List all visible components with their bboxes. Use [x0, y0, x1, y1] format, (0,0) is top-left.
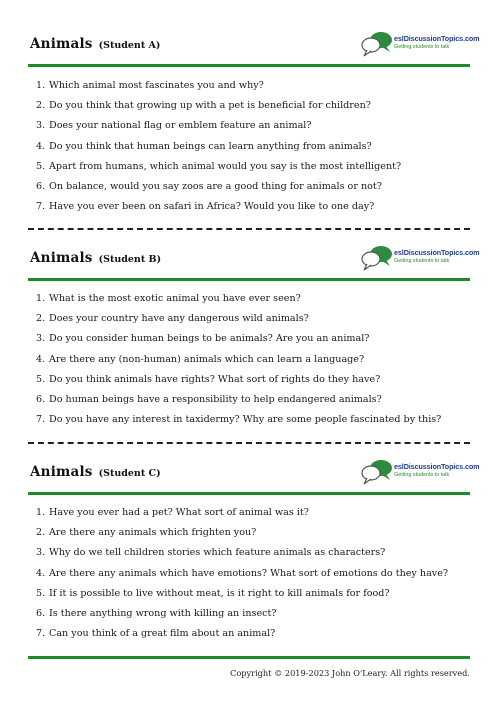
logo-tagline: Getting students to talk: [394, 472, 450, 478]
section-title: [30, 464, 161, 480]
site-logo: [360, 244, 480, 272]
title-text: Animals: [30, 250, 93, 266]
logo-brand-text: eslDiscussionTopics.com: [394, 34, 480, 43]
question-list-a: [36, 76, 466, 217]
list-item: 6. Is there anything wrong with killing an insect?: [36, 607, 277, 619]
section-rule: [28, 492, 470, 495]
section-student-b: [28, 240, 480, 276]
logo-tagline: Getting students to talk: [394, 44, 450, 50]
cut-line: [28, 228, 470, 230]
list-item: 6. On balance, would you say zoos are a good thing for animals or not?: [36, 180, 382, 192]
section-header: [28, 454, 480, 490]
list-item: 5. Do you think animals have rights? What sort of rights do they have?: [36, 373, 381, 385]
question-list-b: [36, 289, 466, 430]
speech-bubbles-icon: [360, 458, 394, 486]
site-logo: [360, 30, 480, 58]
question-list-c: [36, 503, 466, 644]
list-item: 7. Have you ever been on safari in Africa? Would you like to one day?: [36, 201, 375, 213]
footer-rule: [28, 656, 470, 659]
list-item: 6. Do human beings have a responsibility to help endangered animals?: [36, 393, 382, 405]
logo-tagline: Getting students to talk: [394, 258, 450, 264]
section-student-c: [28, 454, 480, 490]
section-student-a: [28, 26, 480, 62]
student-label: (Student C): [98, 468, 161, 479]
title-text: Animals: [30, 464, 93, 480]
list-item: 2. Does your country have any dangerous wild animals?: [36, 313, 309, 325]
list-item: 3. Do you consider human beings to be animals? Are you an animal?: [36, 333, 370, 345]
section-title: [30, 250, 161, 266]
copyright-text: Copyright © 2019-2023 John O'Leary. All rights reserved.: [230, 668, 470, 678]
student-label: (Student A): [98, 40, 161, 51]
list-item: 5. Apart from humans, which animal would you say is the most intelligent?: [36, 160, 402, 172]
list-item: 4. Are there any animals which have emotions? What sort of emotions do they have?: [36, 567, 449, 579]
logo-brand-text: eslDiscussionTopics.com: [394, 248, 480, 257]
section-header: [28, 240, 480, 276]
list-item: 7. Can you think of a great film about an animal?: [36, 628, 276, 640]
list-item: 2. Are there any animals which frighten you?: [36, 527, 257, 539]
title-text: Animals: [30, 36, 93, 52]
speech-bubbles-icon: [360, 244, 394, 272]
list-item: 1. What is the most exotic animal you have ever seen?: [36, 293, 301, 304]
logo-brand-text: eslDiscussionTopics.com: [394, 462, 480, 471]
list-item: 1. Which animal most fascinates you and why?: [36, 80, 264, 91]
section-title: [30, 36, 160, 52]
list-item: 2. Do you think that growing up with a pet is beneficial for children?: [36, 100, 371, 112]
list-item: 1. Have you ever had a pet? What sort of animal was it?: [36, 507, 309, 518]
section-rule: [28, 64, 470, 67]
site-logo: [360, 458, 480, 486]
list-item: 7. Do you have any interest in taxidermy? Why are some people fascinated by this?: [36, 414, 442, 426]
list-item: 5. If it is possible to live without meat, is it right to kill animals for food?: [36, 587, 390, 599]
list-item: 4. Are there any (non-human) animals which can learn a language?: [36, 353, 365, 365]
list-item: 3. Does your national flag or emblem feature an animal?: [36, 120, 312, 132]
list-item: 3. Why do we tell children stories which feature animals as characters?: [36, 547, 386, 559]
list-item: 4. Do you think that human beings can learn anything from animals?: [36, 140, 372, 152]
student-label: (Student B): [98, 254, 162, 265]
cut-line: [28, 442, 470, 444]
section-rule: [28, 278, 470, 281]
section-header: [28, 26, 480, 62]
speech-bubbles-icon: [360, 30, 394, 58]
